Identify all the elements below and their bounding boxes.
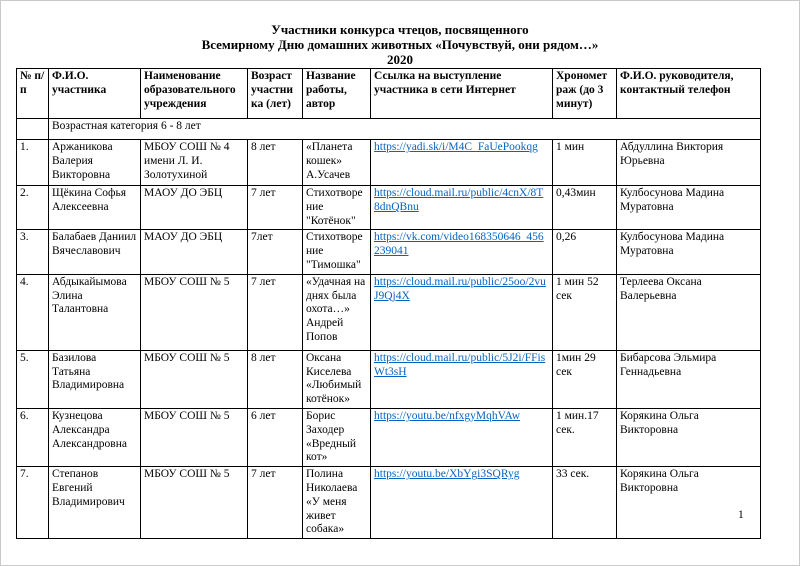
cell-num: 4.	[17, 274, 49, 350]
cell-leader: Корякина Ольга Викторовна	[617, 408, 761, 466]
page-title	[1, 22, 799, 67]
cell-fio: Абдыкайымова Элина Талантовна	[49, 274, 141, 350]
cell-school: МАОУ ДО ЭБЦ	[141, 186, 248, 230]
cell-work: Полина Николаева «У меня живет собака»	[303, 467, 371, 539]
header-age: Возраст участника (лет)	[248, 69, 303, 119]
table-row	[17, 408, 761, 466]
table-row	[17, 274, 761, 350]
table-row	[17, 186, 761, 230]
header-link: Ссылка на выступление участника в сети Интернет	[371, 69, 553, 119]
cell-link	[371, 467, 553, 539]
page-number: 1	[738, 509, 744, 521]
cell-num: 7.	[17, 467, 49, 539]
cell-school: МБОУ СОШ № 5	[141, 274, 248, 350]
cell-school: МБОУ СОШ № 5	[141, 408, 248, 466]
cell-link	[371, 186, 553, 230]
participant-link[interactable]: https://cloud.mail.ru/public/4cnX/8T8dnQBnu	[374, 187, 544, 213]
cell-num: 5.	[17, 350, 49, 408]
header-work-title: Название работы, автор	[303, 69, 371, 119]
category-label: Возрастная категория 6 - 8 лет	[49, 119, 761, 140]
title-line-2: Всемирному Дню домашних животных «Почувствуй, они рядом…»	[201, 37, 599, 52]
header-row	[17, 69, 761, 119]
cell-age: 7 лет	[248, 467, 303, 539]
participant-link[interactable]: https://youtu.be/nfxgyMqhVAw	[374, 409, 521, 422]
cell-time: 1 мин 52 сек	[553, 274, 617, 350]
header-num: № п/п	[17, 69, 49, 119]
cell-link	[371, 350, 553, 408]
cell-school: МБОУ СОШ № 4 имени Л. И. Золотухиной	[141, 140, 248, 186]
cell-school: МБОУ СОШ № 5	[141, 350, 248, 408]
cell-school: МБОУ СОШ № 5	[141, 467, 248, 539]
cell-time: 1 мин.17 сек.	[553, 408, 617, 466]
participant-link[interactable]: https://youtu.be/XbYgi3SQRyg	[374, 468, 520, 481]
cell-fio: Щёкина Софья Алексеевна	[49, 186, 141, 230]
cell-link	[371, 408, 553, 466]
cell-school: МАОУ ДО ЭБЦ	[141, 230, 248, 274]
cell-work: Борис Заходер «Вредный кот»	[303, 408, 371, 466]
cell-time: 0,26	[553, 230, 617, 274]
cell-work: Стихотворение "Тимошка"	[303, 230, 371, 274]
header-leader: Ф.И.О. руководителя, контактный телефон	[617, 69, 761, 119]
header-participant-name: Ф.И.О. участника	[49, 69, 141, 119]
cell-time: 1мин 29 сек	[553, 350, 617, 408]
cell-age: 6 лет	[248, 408, 303, 466]
cell-fio: Кузнецова Александра Александровна	[49, 408, 141, 466]
cell-leader: Корякина Ольга Викторовна	[617, 467, 761, 539]
participant-link[interactable]: https://cloud.mail.ru/public/5J2i/FFisWt3sH	[374, 351, 546, 378]
cell-leader: Кулбосунова Мадина Муратовна	[617, 230, 761, 274]
cell-work: Стихотворение "Котёнок"	[303, 186, 371, 230]
cell-leader: Кулбосунова Мадина Муратовна	[617, 186, 761, 230]
header-duration: Хронометраж (до 3 минут)	[553, 69, 617, 119]
participant-link[interactable]: https://cloud.mail.ru/public/25oo/2vuJ9Qj4X	[374, 275, 546, 302]
table-row	[17, 230, 761, 274]
cell-fio: Балабаев Даниил Вячеславович	[49, 230, 141, 274]
cell-age: 8 лет	[248, 350, 303, 408]
cell-leader: Бибарсова Эльмира Геннадьевна	[617, 350, 761, 408]
cell-age: 7 лет	[248, 274, 303, 350]
cell-num: 1.	[17, 140, 49, 186]
cell-leader: Абдуллина Виктория Юрьевна	[617, 140, 761, 186]
cell-age: 7 лет	[248, 186, 303, 230]
cell-time: 0,43мин	[553, 186, 617, 230]
participant-link[interactable]: https://vk.com/video168350646_456239041	[374, 231, 544, 258]
cell-link	[371, 230, 553, 274]
cell-fio: Аржаникова Валерия Викторовна	[49, 140, 141, 186]
cell-work: «Планета кошек» А.Усачев	[303, 140, 371, 186]
cell-link	[371, 140, 553, 186]
participants-table	[16, 68, 761, 539]
cell-fio: Степанов Евгений Владимирович	[49, 467, 141, 539]
cell-work: «Удачная на днях была охота…» Андрей Попов	[303, 274, 371, 350]
table-row	[17, 140, 761, 186]
title-line-1: Участники конкурса чтецов, посвященного	[271, 22, 529, 37]
cell-work: Оксана Киселева «Любимый котёнок»	[303, 350, 371, 408]
cell-age: 8 лет	[248, 140, 303, 186]
cell-link	[371, 274, 553, 350]
title-line-3: 2020	[387, 52, 413, 67]
table-row	[17, 350, 761, 408]
table-row	[17, 467, 761, 539]
cell-num: 6.	[17, 408, 49, 466]
header-institution: Наименование образовательного учреждения	[141, 69, 248, 119]
cell-time: 1 мин	[553, 140, 617, 186]
cell-leader: Терлеева Оксана Валерьевна	[617, 274, 761, 350]
cell-age: 7лет	[248, 230, 303, 274]
category-row	[17, 119, 761, 140]
cell-time: 33 сек.	[553, 467, 617, 539]
cell-fio: Базилова Татьяна Владимировна	[49, 350, 141, 408]
category-row-num-cell	[17, 119, 49, 140]
cell-num: 2.	[17, 186, 49, 230]
participant-link[interactable]: https://yadi.sk/i/M4C_FaUePookqg	[374, 141, 538, 153]
cell-num: 3.	[17, 230, 49, 274]
